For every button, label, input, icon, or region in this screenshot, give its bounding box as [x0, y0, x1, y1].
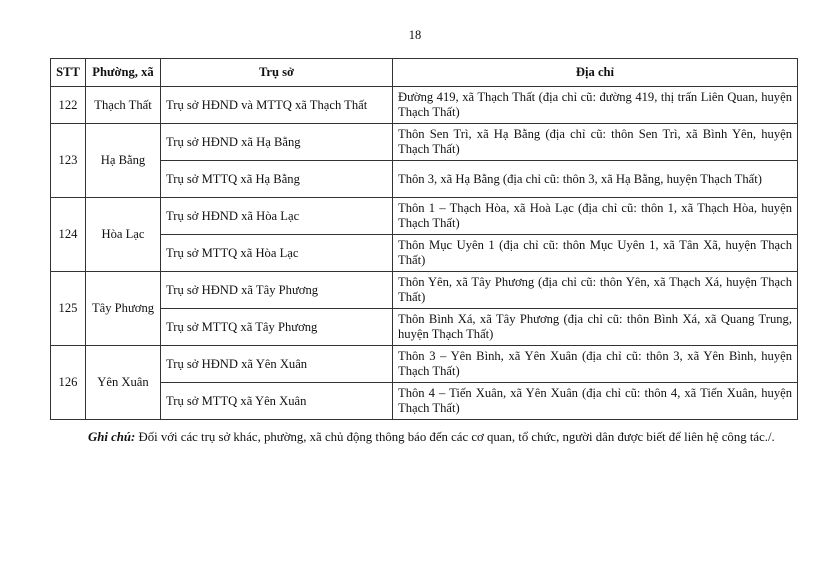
address-cell: Thôn Mục Uyên 1 (địa chỉ cũ: thôn Mục Uyên 1, xã Tân Xã, huyện Thạch Thất) [393, 235, 798, 272]
ward-cell: Yên Xuân [86, 346, 161, 420]
table-row [51, 346, 798, 383]
office-cell: Trụ sở MTTQ xã Tây Phương [161, 309, 393, 346]
address-cell: Thôn Bình Xá, xã Tây Phương (địa chỉ cũ: thôn Bình Xá, xã Quang Trung, huyện Thạch Thất) [393, 309, 798, 346]
header-office: Trụ sở [161, 59, 393, 87]
table-row [51, 198, 798, 235]
address-cell: Thôn 1 – Thạch Hòa, xã Hoà Lạc (địa chỉ cũ: thôn 1, xã Thạch Hòa, huyện Thạch Thất) [393, 198, 798, 235]
note-text: Đối với các trụ sở khác, phường, xã chủ động thông báo đến các cơ quan, tổ chức, người dân được biết để liên hệ công tác./. [135, 430, 775, 444]
address-cell: Thôn 3 – Yên Bình, xã Yên Xuân (địa chỉ cũ: thôn 3, xã Yên Bình, huyện Thạch Thất) [393, 346, 798, 383]
note [50, 429, 795, 446]
office-cell: Trụ sở HĐND xã Hòa Lạc [161, 198, 393, 235]
table-row [51, 161, 798, 198]
address-cell: Thôn 3, xã Hạ Bằng (địa chỉ cũ: thôn 3, xã Hạ Bằng, huyện Thạch Thất) [393, 161, 798, 198]
table-row [51, 383, 798, 420]
stt-cell: 125 [51, 272, 86, 346]
table-row [51, 309, 798, 346]
address-cell: Thôn Sen Trì, xã Hạ Bằng (địa chỉ cũ: thôn Sen Trì, xã Bình Yên, huyện Thạch Thất) [393, 124, 798, 161]
stt-cell: 122 [51, 87, 86, 124]
office-cell: Trụ sở HĐND và MTTQ xã Thạch Thất [161, 87, 393, 124]
header-ward: Phường, xã [86, 59, 161, 87]
ward-cell: Hòa Lạc [86, 198, 161, 272]
stt-cell: 126 [51, 346, 86, 420]
address-cell: Thôn Yên, xã Tây Phương (địa chỉ cũ: thôn Yên, xã Thạch Xá, huyện Thạch Thất) [393, 272, 798, 309]
table-row [51, 235, 798, 272]
stt-cell: 123 [51, 124, 86, 198]
office-cell: Trụ sở MTTQ xã Hạ Bằng [161, 161, 393, 198]
office-cell: Trụ sở HĐND xã Hạ Bằng [161, 124, 393, 161]
table-row [51, 124, 798, 161]
page-number: 18 [408, 28, 422, 42]
ward-cell: Tây Phương [86, 272, 161, 346]
header-address: Địa chỉ [393, 59, 798, 87]
office-cell: Trụ sở HĐND xã Yên Xuân [161, 346, 393, 383]
office-cell: Trụ sở MTTQ xã Yên Xuân [161, 383, 393, 420]
table-header-row [51, 59, 798, 87]
office-cell: Trụ sở MTTQ xã Hòa Lạc [161, 235, 393, 272]
office-address-table [50, 58, 798, 420]
note-label: Ghi chú: [88, 430, 136, 444]
ward-cell: Thạch Thất [86, 87, 161, 124]
table-row [51, 272, 798, 309]
header-stt: STT [51, 59, 86, 87]
office-cell: Trụ sở HĐND xã Tây Phương [161, 272, 393, 309]
address-cell: Thôn 4 – Tiến Xuân, xã Yên Xuân (địa chỉ cũ: thôn 4, xã Tiến Xuân, huyện Thạch Thất) [393, 383, 798, 420]
ward-cell: Hạ Bằng [86, 124, 161, 198]
stt-cell: 124 [51, 198, 86, 272]
table-row [51, 87, 798, 124]
address-cell: Đường 419, xã Thạch Thất (địa chỉ cũ: đường 419, thị trấn Liên Quan, huyện Thạch Thất) [393, 87, 798, 124]
